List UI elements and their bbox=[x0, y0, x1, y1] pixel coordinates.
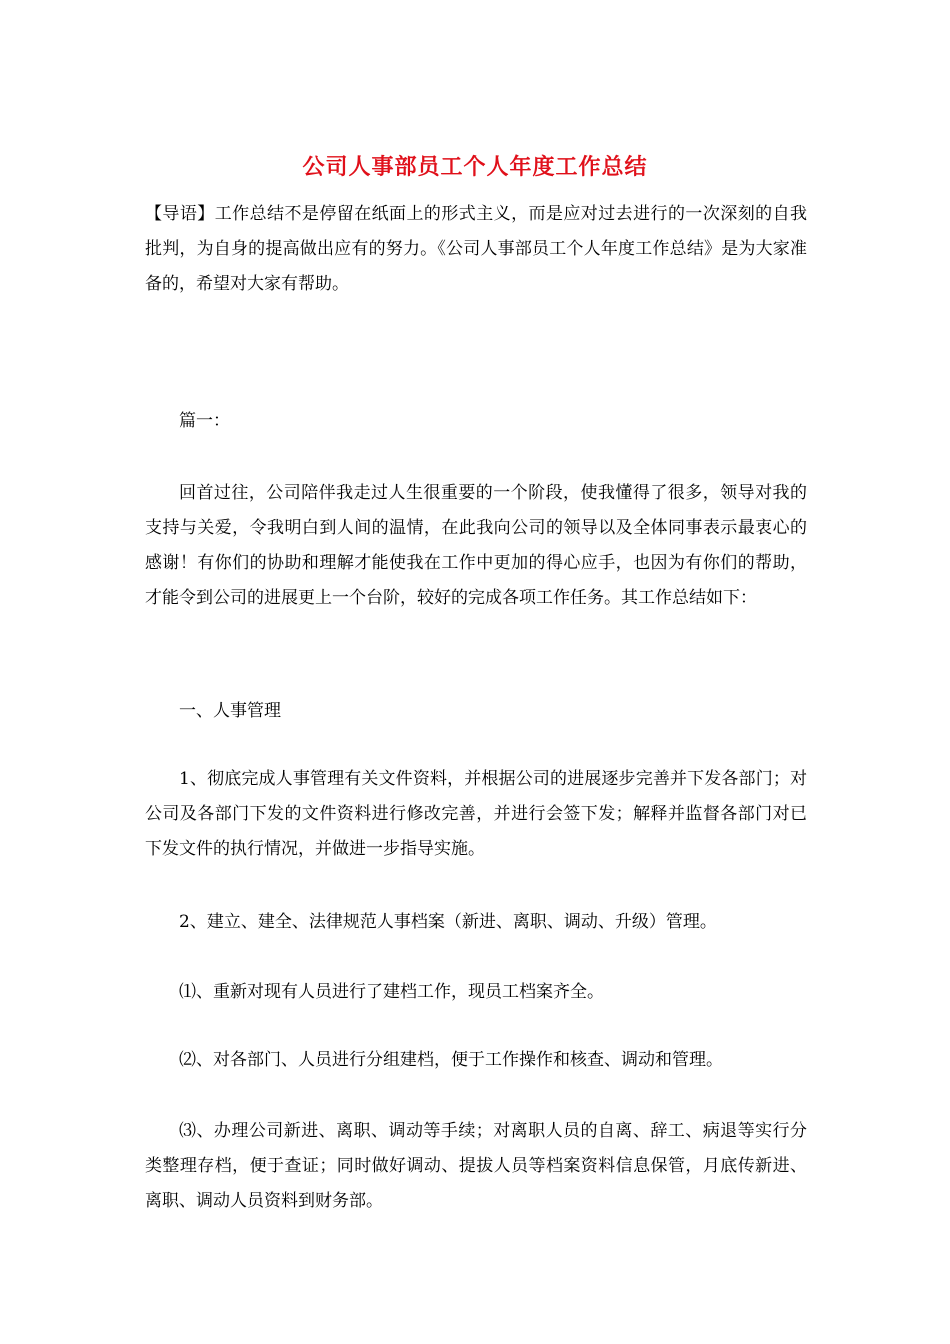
list-item: ⑵、对各部门、人员进行分组建档，便于工作操作和核查、调动和管理。 bbox=[179, 1050, 723, 1070]
list-item: ⑶、办理公司新进、离职、调动等手续；对离职人员的自离、辞工、病退等实行分类整理存档，便于查证；同时做好调动、提拔人员等档案资料信息保管，月底传新进、离职、调动人员资料到财务部。 bbox=[145, 1121, 807, 1211]
body-paragraph: 回首过往，公司陪伴我走过人生很重要的一个阶段，使我懂得了很多，领导对我的支持与关爱，令我明白到人间的温情，在此我向公司的领导以及全体同事表示最衷心的感谢！有你们的协助和理解才能使我在工作中更加的得心应手，也因为有你们的帮助，才能令到公司的进展更上一个台阶，较好的完成各项工作任务。其工作总结如下： bbox=[145, 483, 807, 608]
lead-paragraph: 【导语】工作总结不是停留在纸面上的形式主义，而是应对过去进行的一次深刻的自我批判，为自身的提高做出应有的努力。《公司人事部员工个人年度工作总结》是为大家准备的，希望对大家有帮助。 bbox=[145, 204, 807, 294]
document-title: 公司人事部员工个人年度工作总结 bbox=[302, 154, 648, 180]
list-item: ⑴、重新对现有人员进行了建档工作，现员工档案齐全。 bbox=[179, 982, 604, 1002]
section-heading: 一、人事管理 bbox=[179, 701, 281, 721]
section-label: 篇一： bbox=[179, 411, 230, 431]
body-paragraph: 2、建立、建全、法律规范人事档案（新进、离职、调动、升级）管理。 bbox=[179, 912, 717, 932]
body-paragraph: 1、彻底完成人事管理有关文件资料，并根据公司的进展逐步完善并下发各部门；对公司及各部门下发的文件资料进行修改完善，并进行会签下发；解释并监督各部门对已下发文件的执行情况，并做进一步指导实施。 bbox=[145, 769, 807, 859]
